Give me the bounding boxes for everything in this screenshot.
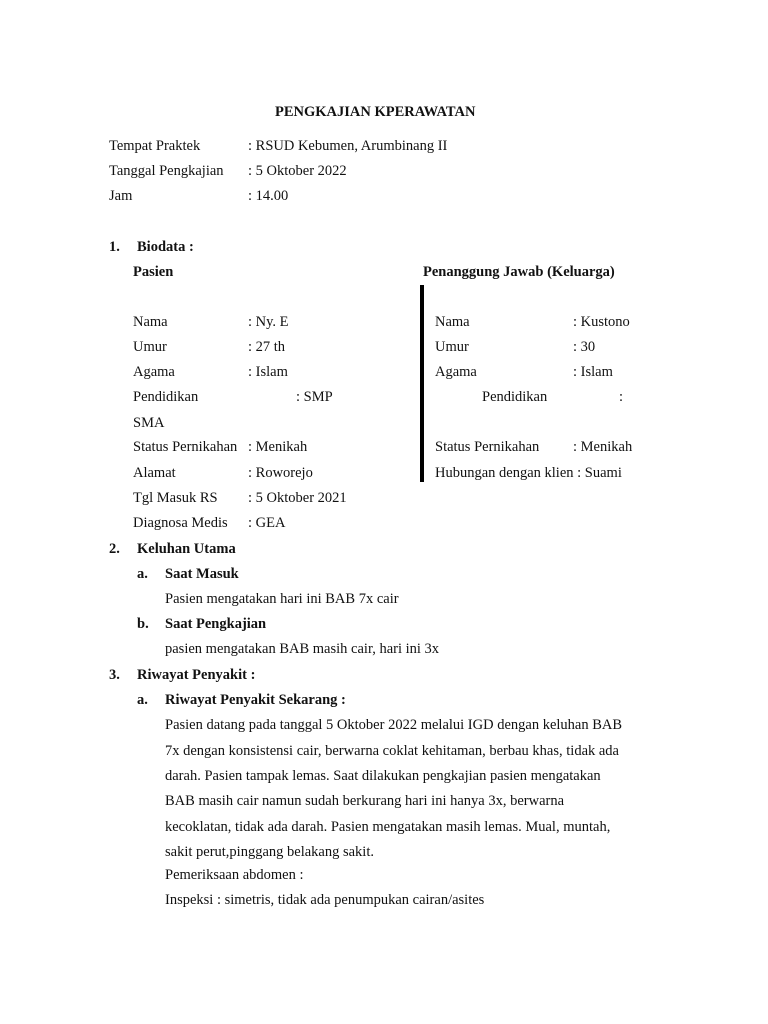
section2-b-letter: b.	[137, 616, 149, 632]
pasien-agama-value: : Islam	[248, 364, 288, 380]
pasien-status-value: : Menikah	[248, 439, 308, 455]
pj-nama-label: Nama	[435, 314, 470, 330]
section2-b-text: pasien mengatakan BAB masih cair, hari ini 3x	[165, 641, 440, 657]
pasien-tgl-label: Tgl Masuk RS	[133, 490, 218, 506]
pj-umur-value: : 30	[573, 339, 596, 355]
paragraph-line: darah. Pasien tampak lemas. Saat dilakukan pengkajian pasien mengatakan	[165, 768, 601, 784]
section2-a-heading: Saat Masuk	[165, 566, 239, 582]
pj-hubungan: Hubungan dengan klien : Suami	[435, 465, 622, 481]
pasien-pendidikan-label: Pendidikan	[133, 389, 199, 405]
section3-number: 3.	[109, 667, 120, 683]
paragraph-line: BAB masih cair namun sudah berkurang hari ini hanya 3x, berwarna	[165, 793, 565, 809]
section1-number: 1.	[109, 239, 120, 255]
tanggal-label: Tanggal Pengkajian	[109, 163, 224, 179]
pasien-status-label: Status Pernikahan	[133, 439, 238, 455]
pasien-umur-value: : 27 th	[248, 339, 286, 355]
pasien-alamat-value: : Roworejo	[248, 465, 313, 481]
paragraph-line: Pasien datang pada tanggal 5 Oktober 2022 melalui IGD dengan keluhan BAB	[165, 717, 623, 733]
pasien-heading: Pasien	[133, 264, 174, 280]
pj-pendidikan-value: :	[619, 389, 624, 405]
section2-a-text: Pasien mengatakan hari ini BAB 7x cair	[165, 591, 399, 607]
section3-a-heading: Riwayat Penyakit Sekarang :	[165, 692, 346, 708]
paragraph-line: 7x dengan konsistensi cair, berwarna coklat kehitaman, berbau khas, tidak ada	[165, 743, 619, 759]
paragraph-line: Pemeriksaan abdomen :	[165, 867, 304, 883]
section2-b-heading: Saat Pengkajian	[165, 616, 267, 632]
pasien-pendidikan-value: : SMP	[296, 389, 333, 405]
tempat-value: : RSUD Kebumen, Arumbinang II	[248, 138, 448, 154]
paragraph-line: Inspeksi : simetris, tidak ada penumpukan cairan/asites	[165, 892, 485, 908]
pendidikan-wrap-value: SMA	[133, 415, 165, 431]
pasien-agama-label: Agama	[133, 364, 175, 380]
section3-a-letter: a.	[137, 692, 148, 708]
pj-pendidikan-label: Pendidikan	[482, 389, 548, 405]
document-title: PENGKAJIAN KPERAWATAN	[275, 104, 476, 120]
pasien-umur-label: Umur	[133, 339, 167, 355]
section2-heading: Keluhan Utama	[137, 541, 236, 557]
pj-umur-label: Umur	[435, 339, 469, 355]
section1-heading: Biodata :	[137, 239, 194, 255]
paragraph-line: sakit perut,pinggang belakang sakit.	[165, 844, 374, 860]
section3-heading: Riwayat Penyakit :	[137, 667, 256, 683]
pasien-tgl-value: : 5 Oktober 2021	[248, 490, 347, 506]
jam-value: : 14.00	[248, 188, 289, 204]
tanggal-value: : 5 Oktober 2022	[248, 163, 347, 179]
pasien-alamat-label: Alamat	[133, 465, 176, 481]
section2-number: 2.	[109, 541, 120, 557]
pasien-diagnosa-label: Diagnosa Medis	[133, 515, 228, 531]
section2-a-letter: a.	[137, 566, 148, 582]
pj-agama-label: Agama	[435, 364, 477, 380]
pj-agama-value: : Islam	[573, 364, 613, 380]
paragraph-line: kecoklatan, tidak ada darah. Pasien mengatakan masih lemas. Mual, muntah,	[165, 819, 611, 835]
pasien-nama-value: : Ny. E	[248, 314, 289, 330]
pj-status-value: : Menikah	[573, 439, 633, 455]
pasien-nama-label: Nama	[133, 314, 168, 330]
tempat-label: Tempat Praktek	[109, 138, 201, 154]
vertical-divider	[420, 285, 424, 482]
pj-status-label: Status Pernikahan	[435, 439, 540, 455]
pj-nama-value: : Kustono	[573, 314, 630, 330]
pj-heading: Penanggung Jawab (Keluarga)	[423, 264, 615, 280]
jam-label: Jam	[109, 188, 133, 204]
pasien-diagnosa-value: : GEA	[248, 515, 286, 531]
